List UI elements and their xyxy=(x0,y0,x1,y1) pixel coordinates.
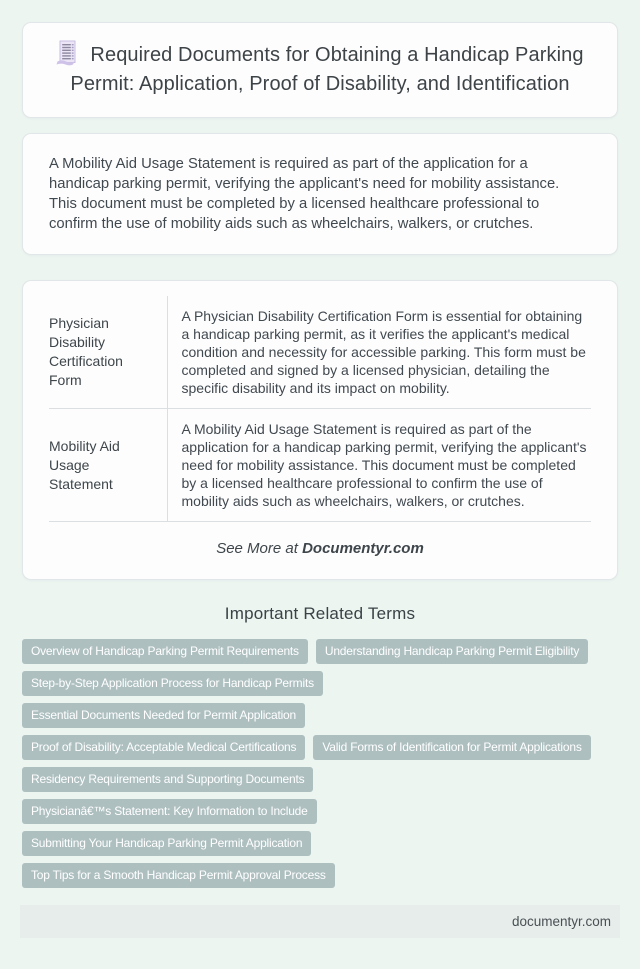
related-term-tag[interactable]: Overview of Handicap Parking Permit Requirements xyxy=(22,639,308,664)
page-title xyxy=(51,40,589,99)
table-row xyxy=(49,296,591,409)
tag-row xyxy=(22,863,618,888)
related-term-tag[interactable]: Submitting Your Handicap Parking Permit Application xyxy=(22,831,311,856)
related-term-tag[interactable]: Top Tips for a Smooth Handicap Permit Approval Process xyxy=(22,863,335,888)
tag-row xyxy=(22,639,618,664)
footer-site-link[interactable]: documentyr.com xyxy=(511,914,611,929)
tag-row xyxy=(22,799,618,824)
spacer xyxy=(0,895,640,905)
tag-row xyxy=(22,735,618,760)
tag-row xyxy=(22,703,618,728)
related-term-tag[interactable]: Residency Requirements and Supporting Documents xyxy=(22,767,313,792)
related-term-tag[interactable]: Proof of Disability: Acceptable Medical Certifications xyxy=(22,735,305,760)
related-term-tag[interactable]: Understanding Handicap Parking Permit Eligibility xyxy=(316,639,588,664)
documents-table xyxy=(49,296,591,522)
intro-card xyxy=(22,133,618,255)
title-card xyxy=(22,22,618,118)
related-terms-heading: Important Related Terms xyxy=(224,604,416,623)
receipt-icon xyxy=(56,40,77,66)
intro-text: A Mobility Aid Usage Statement is required as part of the application for a handicap parking permit, verifying the applicant's need for mobility assistance. This document must be completed by a licensed healthcare professional to confirm the use of mobility aids such as wheelchairs, walkers, or crutches. xyxy=(49,156,560,232)
see-more-prefix: See More at xyxy=(216,540,303,557)
documents-card xyxy=(22,280,618,580)
related-term-tag[interactable]: Valid Forms of Identification for Permit Applications xyxy=(313,735,590,760)
term-cell: Mobility Aid Usage Statement xyxy=(49,409,167,522)
description-cell: A Physician Disability Certification Form is essential for obtaining a handicap parking permit, as it verifies the applicant's medical condition and necessity for accessible parking. This form must be completed and signed by a licensed physician, detailing the specific disability and its impact on mobility. xyxy=(167,296,591,409)
related-term-tag[interactable]: Step-by-Step Application Process for Handicap Permits xyxy=(22,671,323,696)
tag-row xyxy=(22,831,618,856)
related-term-tag[interactable]: Essential Documents Needed for Permit Application xyxy=(22,703,305,728)
table-row xyxy=(49,409,591,522)
term-cell: Physician Disability Certification Form xyxy=(49,296,167,409)
tag-row xyxy=(22,671,618,696)
description-cell: A Mobility Aid Usage Statement is required as part of the application for a handicap parking permit, verifying the applicant's need for mobility assistance. This document must be completed by a licensed healthcare professional to confirm the use of mobility aids such as wheelchairs, walkers, or crutches. xyxy=(167,409,591,522)
tag-row xyxy=(22,767,618,792)
see-more-site-link[interactable]: Documentyr.com xyxy=(302,540,424,557)
related-terms-list xyxy=(22,639,618,895)
see-more-line xyxy=(49,540,591,557)
related-term-tag[interactable]: Physicianâ€™s Statement: Key Information to Include xyxy=(22,799,317,824)
page-title-text: Required Documents for Obtaining a Handicap Parking Permit: Application, Proof of Disability, and Identification xyxy=(70,44,584,95)
footer-bar xyxy=(20,905,620,938)
